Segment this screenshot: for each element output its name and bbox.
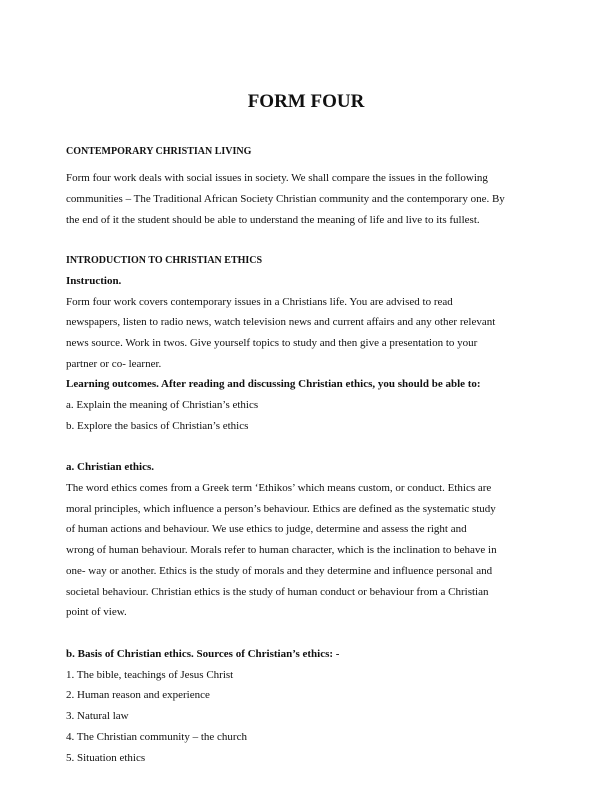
instruction-label: Instruction. — [66, 275, 122, 287]
paragraph-line: Form four work deals with social issues in society. We shall compare the issues in the following — [66, 172, 488, 184]
paragraph-line: Form four work covers contemporary issues in a Christians life. You are advised to read — [66, 296, 453, 308]
outcome-item: a. Explain the meaning of Christian’s ethics — [66, 399, 259, 411]
paragraph-line: point of view. — [66, 606, 127, 618]
paragraph-line: news source. Work in twos. Give yourself topics to study and then give a presentation to your — [66, 337, 478, 349]
list-item: 5. Situation ethics — [66, 752, 146, 764]
list-item: 3. Natural law — [66, 710, 129, 722]
paragraph-line: wrong of human behaviour. Morals refer to human character, which is the inclination to behave in — [66, 544, 497, 556]
section-heading-introduction: INTRODUCTION TO CHRISTIAN ETHICS — [66, 255, 263, 266]
paragraph-line: partner or co- learner. — [66, 358, 162, 370]
section-heading-christian-ethics: a. Christian ethics. — [66, 461, 154, 473]
paragraph-line: societal behaviour. Christian ethics is the study of human conduct or behaviour from a Christian — [66, 586, 489, 598]
list-item: 1. The bible, teachings of Jesus Christ — [66, 669, 234, 681]
list-item: 2. Human reason and experience — [66, 689, 210, 701]
paragraph-line: moral principles, which influence a person’s behaviour. Ethics are defined as the systematic study — [66, 503, 496, 515]
paragraph-line: one- way or another. Ethics is the study of morals and they determine and influence personal and — [66, 565, 493, 577]
page-title: FORM FOUR — [247, 91, 365, 112]
section-heading-contemporary: CONTEMPORARY CHRISTIAN LIVING — [66, 146, 252, 157]
paragraph-line: newspapers, listen to radio news, watch television news and current affairs and any other relevant — [66, 316, 496, 328]
paragraph-line: of human actions and behaviour. We use ethics to judge, determine and assess the right and — [66, 523, 467, 535]
section-heading-basis: b. Basis of Christian ethics. Sources of Christian’s ethics: - — [66, 648, 340, 660]
learning-outcomes-heading: Learning outcomes. After reading and discussing Christian ethics, you should be able to: — [66, 378, 481, 390]
paragraph-line: communities – The Traditional African Society Christian community and the contemporary one. By — [66, 193, 505, 205]
paragraph-line: The word ethics comes from a Greek term ‘Ethikos’ which means custom, or conduct. Ethics are — [66, 482, 492, 494]
outcome-item: b. Explore the basics of Christian’s ethics — [66, 420, 249, 432]
list-item: 4. The Christian community – the church — [66, 731, 247, 743]
paragraph-line: the end of it the student should be able to understand the meaning of life and live to its fullest. — [66, 214, 480, 226]
